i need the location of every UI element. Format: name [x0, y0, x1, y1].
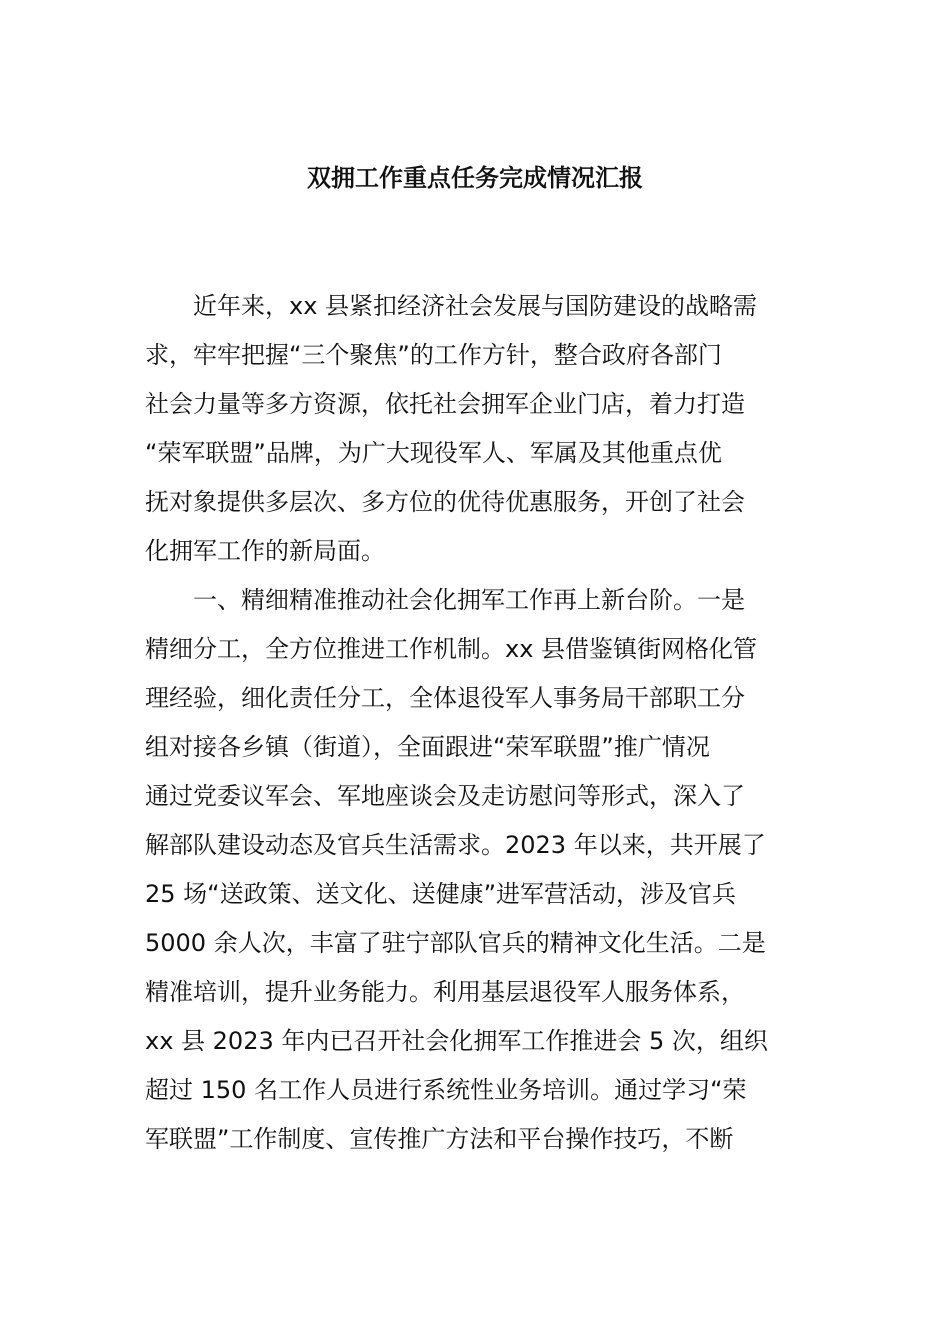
paragraph-line: 精细分工，全方位推进工作机制。xx 县借鉴镇街网格化管	[145, 635, 758, 663]
paragraph-line: 组对接各乡镇（街道），全面跟进“荣军联盟”推广情况	[145, 733, 710, 761]
paragraph-line: 25 场“送政策、送文化、送健康”进军营活动，涉及官兵	[145, 880, 737, 908]
paragraph-line: 解部队建设动态及官兵生活需求。2023 年以来，共开展了	[145, 831, 766, 859]
paragraph-line: 超过 150 名工作人员进行系统性业务培训。通过学习“荣	[145, 1076, 747, 1104]
document-title: 双拥工作重点任务完成情况汇报	[307, 164, 643, 192]
paragraph-line: “荣军联盟”品牌，为广大现役军人、军属及其他重点优	[145, 439, 722, 467]
paragraph-line: 抚对象提供多层次、多方位的优待优惠服务，开创了社会	[145, 488, 745, 516]
paragraph-line: 社会力量等多方资源，依托社会拥军企业门店，着力打造	[145, 390, 745, 418]
paragraph-line: 近年来，xx 县紧扣经济社会发展与国防建设的战略需	[193, 292, 758, 320]
paragraph-line: 5000 余人次，丰富了驻宁部队官兵的精神文化生活。二是	[145, 929, 766, 957]
paragraph-line: 一、精细精准推动社会化拥军工作再上新台阶。一是	[193, 586, 745, 614]
paragraph-line: 精准培训，提升业务能力。利用基层退役军人服务体系，	[145, 978, 745, 1006]
paragraph-line: 化拥军工作的新局面。	[145, 537, 385, 565]
paragraph-line: 军联盟”工作制度、宣传推广方法和平台操作技巧，不断	[145, 1125, 734, 1153]
paragraph-line: xx 县 2023 年内已召开社会化拥军工作推进会 5 次，组织	[145, 1027, 768, 1055]
paragraph-line: 通过党委议军会、军地座谈会及走访慰问等形式，深入了	[145, 782, 745, 810]
document-body	[145, 282, 825, 1164]
paragraph-line: 理经验，细化责任分工，全体退役军人事务局干部职工分	[145, 684, 745, 712]
paragraph-line: 求，牢牢把握“三个聚焦”的工作方针，整合政府各部门	[145, 341, 722, 369]
